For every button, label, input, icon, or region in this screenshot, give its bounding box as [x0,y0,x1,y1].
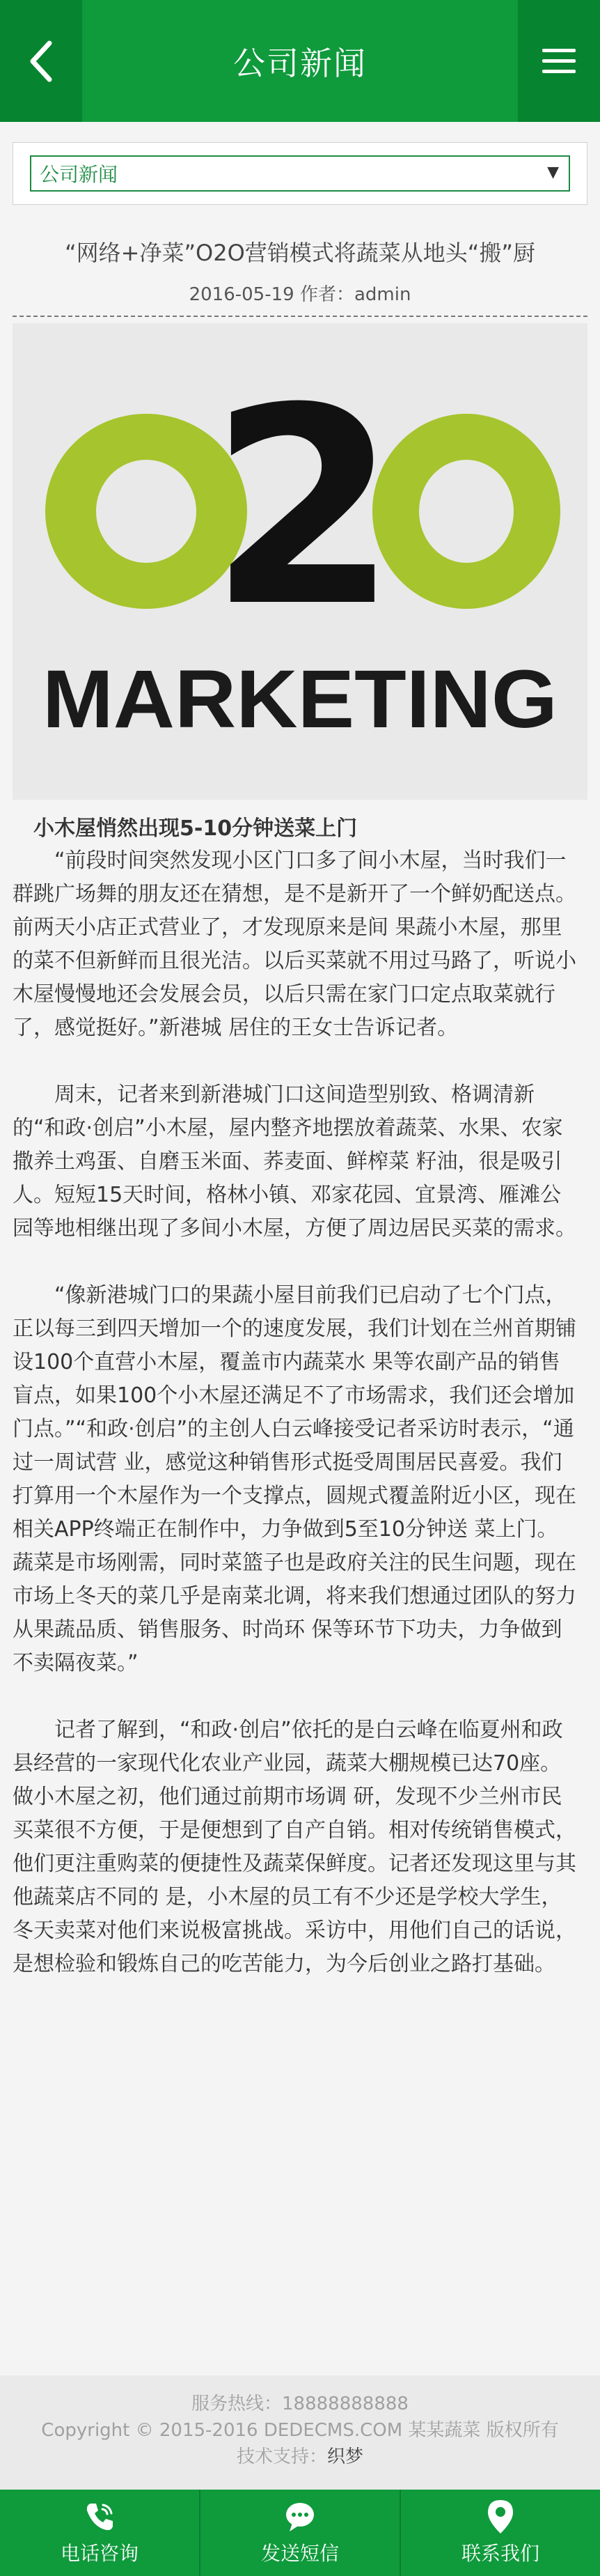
category-select[interactable] [30,155,570,192]
category-select-panel [13,142,587,205]
footer-support-link[interactable]: 织梦 [327,2446,364,2467]
article-body [13,844,578,2015]
article-paragraph: 记者了解到，“和政·创启”依托的是白云峰在临夏州和政县经营的一家现代化农业产业园，蔬菜大棚规模已达70座。做小木屋之初，他们通过前期市场调 研，发现不少兰州市民买菜很不方便，于是便想到了自产自销。相对传统销售模式，他们更注重购菜的便捷性及蔬菜保鲜度。记者还发现这里与其他蔬菜店不同的 是，小木屋的员工有不少还是学校大学生，冬天卖菜对他们来说极富挑战。采访中，用他们自己的话说，是想检验和锻炼自己的吃苦能力，为今后创业之路打基础。 [13,1718,576,1976]
chevron-left-icon [27,39,55,84]
article-meta [0,280,600,306]
article-subheading: 小木屋悄然出现5-10分钟送菜上门 [33,816,358,841]
footer-support-label: 技术支持： [236,2446,327,2467]
article-paragraph: “像新港城门口的果蔬小屋目前我们已启动了七个门点，正以每三到四天增加一个的速度发展，我们计划在兰州首期铺设100个直营小木屋，覆盖市内蔬菜水 果等农副产品的销售盲点，如果100个小木屋还满足不了市场需求，我们还会增加门点。”“和政·创启”的主创人白云峰接受记者采访时表示，“通过一周试营 业，感觉这种销售形式挺受周围居民喜爱。我们打算用一个木屋作为一个支撑点，圆规式覆盖附近小区，现在相关APP终端正在制作中，力争做到5至10分钟送 菜上门。蔬菜是市场刚需，同时菜篮子也是政府关注的民生问题，现在市场上冬天的菜几乎是南菜北调，将来我们想通过团队的努力从果蔬品质、销售服务、时尚环 保等环节下功夫，力争做到不卖隔夜菜。” [13,1283,576,1675]
bottom-nav [0,2490,600,2576]
svg-text:2: 2 [209,350,398,666]
bottom-nav-label: 发送短信 [260,2542,339,2565]
article-author: admin [354,284,411,305]
author-label: 作者： [299,284,354,305]
bottom-nav-label: 电话咨询 [60,2542,139,2565]
o2o-marketing-image [13,323,587,800]
map-pin-icon [487,2499,514,2535]
menu-button[interactable] [518,0,600,122]
site-footer [0,2375,600,2490]
article-paragraph: 周末，记者来到新港城门口这间造型别致、格调清新的“和政·创启”小木屋，屋内整齐地摆放着蔬菜、水果、农家撒养土鸡蛋、自磨玉米面、荞麦面、鲜榨菜 籽油，很是吸引人。短短15天时间，格林小镇、邓家花园、宜景湾、雁滩公园等地相继出现了多间小木屋，方便了周边居民买菜的需求。 [13,1083,576,1241]
article-title: “网络+净菜”O2O营销模式将蔬菜从地头“搬”厨 [65,240,535,266]
footer-copyright: Copyright © 2015-2016 DEDECMS.COM 某某蔬菜 版权所有 [41,2420,559,2441]
top-header [0,0,600,122]
article-image [13,323,587,800]
bottom-nav-phone[interactable] [0,2490,200,2576]
article-date: 2016-05-19 [189,284,294,305]
dropdown-arrow-icon: ▼ [547,164,559,181]
bottom-nav-contact[interactable] [401,2490,600,2576]
page-title: 公司新闻 [233,44,367,82]
phone-icon [84,2501,116,2533]
article-paragraph: “前段时间突然发现小区门口多了间小木屋，当时我们一群跳广场舞的朋友还在猜想，是不是新开了一个鲜奶配送点。前两天小店正式营业了，才发现原来是间 果蔬小木屋，那里的菜不但新鲜而且很光洁。以后买菜就不用过马路了，听说小木屋慢慢地还会发展会员，以后只需在家门口定点取菜就行了，感觉挺好。”新港城 居住的王女士告诉记者。 [13,848,576,1040]
menu-icon [542,47,576,75]
footer-hotline: 服务热线：18888888888 [191,2393,409,2414]
bottom-nav-sms[interactable] [200,2490,401,2576]
category-select-value: 公司新闻 [40,163,118,186]
image-marketing-text: MARKETING [42,653,558,745]
footer-support [0,2444,600,2470]
dashed-divider [13,316,587,317]
back-button[interactable] [0,0,82,122]
chat-bubble-icon [284,2501,316,2533]
bottom-nav-label: 联系我们 [461,2542,539,2565]
